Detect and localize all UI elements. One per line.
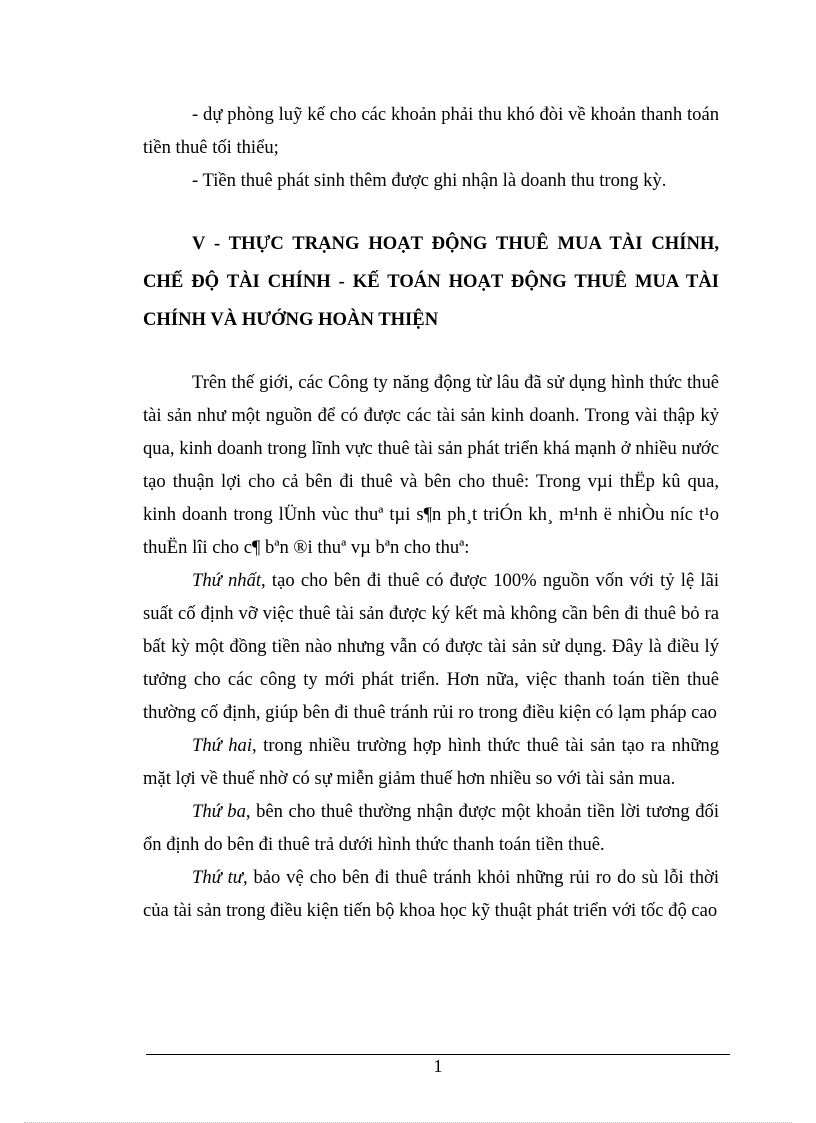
point-text: , tạo cho bên đi thuê có được 100% nguồn vốn với tỷ lệ lãi suất cố định vỡ việc thuê tài sản được ký kết mà không cần bên đi thuê bỏ ra bất kỳ một đồng tiền nào nhưng vẫn có được tài sản sử dụng. Đây là điều lý tưởng cho các công ty mới phát triển. Hơn nữa, việc thanh toán tiền thuê thường cố định, giúp bên đi thuê tránh rủi ro trong điều kiện có lạm pháp cao (143, 570, 719, 723)
point-lead: Thứ tư (192, 867, 243, 888)
point-paragraph (143, 564, 719, 729)
section-heading: V - THỰC TRẠNG HOẠT ĐỘNG THUÊ MUA TÀI CHÍNH, CHẾ ĐỘ TÀI CHÍNH - KẾ TOÁN HOẠT ĐỘNG THUÊ MUA TÀI CHÍNH VÀ HƯỚNG HOÀN THIỆN (143, 233, 719, 330)
point-text: , trong nhiều trường hợp hình thức thuê tài sản tạo ra những mặt lợi về thuế nhờ có sự miễn giảm thuế hơn nhiều so với tài sản mua. (143, 735, 720, 789)
point-paragraph (143, 861, 719, 927)
point-lead: Thứ ba (192, 801, 246, 822)
point-paragraph (143, 795, 719, 861)
point-text: , bảo vệ cho bên đi thuê tránh khỏi những rủi ro do sù lỗi thời của tài sản trong điều kiện tiến bộ khoa học kỹ thuật phát triển với tốc độ cao (143, 867, 719, 921)
point-lead: Thứ nhất (192, 570, 262, 591)
page-content (143, 98, 719, 927)
bullet-paragraph: - Tiền thuê phát sinh thêm được ghi nhận là doanh thu trong kỳ. (192, 170, 667, 191)
page-number: 1 (433, 1056, 443, 1076)
point-text: , bên cho thuê thường nhận được một khoản tiền lời tương đối ổn định do bên đi thuê trả dưới hình thức thanh toán tiền thuê. (143, 801, 719, 855)
point-paragraph (143, 729, 719, 795)
intro-paragraph: Trên thế giới, các Công ty năng động từ lâu đã sử dụng hình thức thuê tài sản như một nguồn để có được các tài sản kinh doanh. Trong vài thập kỷ qua, kinh doanh trong lĩnh vực thuê tài sản phát triển khá mạnh ở nhiều nước tạo thuận lợi cho cả bên đi thuê và bên cho thuê: Trong vµi thËp kû qua, kinh doanh trong lÜnh vùc thuª tµi s¶n ph¸t triÓn kh¸ m¹nh ë nhiÒu níc t¹o thuËn lîi cho c¶ bªn ®i thuª vµ bªn cho thuª: (143, 372, 719, 558)
point-lead: Thứ hai (192, 735, 253, 756)
bullet-paragraph: - dự phòng luỹ kế cho các khoản phải thu khó đòi về khoản thanh toán tiền thuê tối thiểu; (143, 104, 719, 158)
footer-rule (146, 1054, 730, 1055)
